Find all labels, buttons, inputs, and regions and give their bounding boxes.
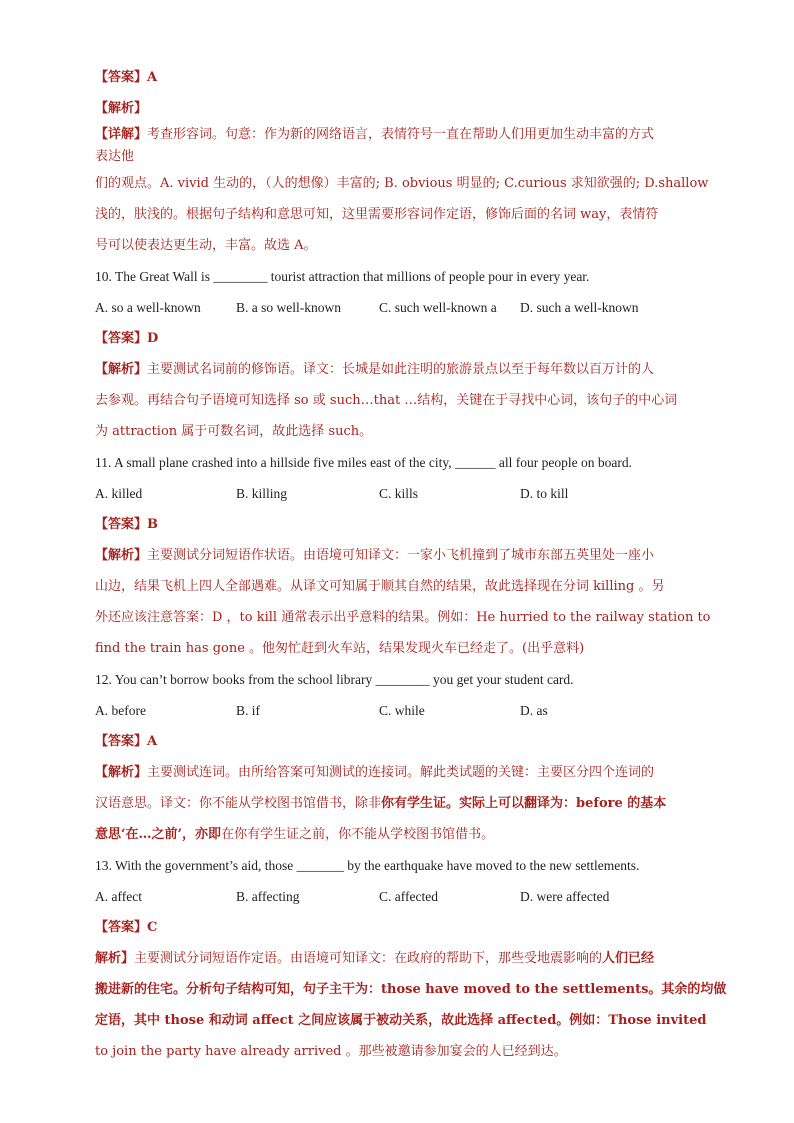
detail-text: 号可以使表达更生动，丰富。故选 A。	[95, 238, 317, 253]
option-a[interactable]: A. so a well-known	[95, 300, 201, 315]
option-a[interactable]: A. killed	[95, 486, 143, 501]
options-row	[95, 292, 705, 323]
analysis-label: 【解析】	[95, 101, 148, 116]
answer-label: 【答案】D	[95, 331, 159, 346]
analysis-text: 在你有学生证之前，你不能从学校图书馆借书。	[221, 827, 495, 842]
analysis-line	[95, 354, 705, 385]
option-c[interactable]: C. while	[379, 703, 425, 718]
analysis-text-bold: 意思‘在…之前’，亦即	[95, 827, 222, 842]
analysis-line	[95, 540, 705, 571]
question-stem: 10. The Great Wall is ________ tourist attraction that millions of people pour in every year.	[95, 269, 590, 284]
analysis-text-bold: 人们已经	[602, 951, 655, 966]
detail-label: 【详解】	[95, 127, 148, 142]
option-a[interactable]: A. before	[95, 703, 146, 718]
analysis-line	[95, 1036, 705, 1067]
options-row	[95, 478, 705, 509]
detail-paragraph	[95, 124, 709, 261]
answer-label: 【答案】C	[95, 920, 158, 935]
analysis-text: 为 attraction 属于可数名词，故此选择 such。	[95, 424, 373, 439]
analysis-text: 去参观。再结合句子语境可知选择 so 或 such…that …结构，关键在于寻找中心词，该句子的中心词	[95, 393, 678, 408]
answer-label: 【答案】B	[95, 517, 158, 532]
analysis-text: 山边，结果飞机上四人全部遇难。从译文可知属于顺其自然的结果，故此选择现在分词 killing 。另	[95, 579, 665, 594]
analysis-label: 【解析】	[95, 548, 148, 563]
analysis-line	[95, 788, 705, 819]
analysis-label: 解析】	[95, 951, 135, 966]
option-b[interactable]: B. killing	[236, 486, 288, 501]
option-a[interactable]: A. affect	[95, 889, 142, 904]
answer-label: 【答案】A	[95, 70, 158, 85]
option-c[interactable]: C. kills	[379, 486, 419, 501]
options-row	[95, 881, 705, 912]
analysis-text: find the train has gone 。他匆忙赶到火车站，结果发现火车已经走了。(出乎意料)	[95, 641, 585, 656]
analysis-text: 外还应该注意答案：D ，to kill 通常表示出乎意料的结果。例如：He hurried to the railway station to	[95, 610, 711, 625]
analysis-label: 【解析】	[95, 765, 148, 780]
analysis-line	[95, 943, 705, 974]
options-row	[95, 695, 705, 726]
analysis-text: 。那些被邀请参加宴会的人已经到达。	[345, 1044, 567, 1059]
detail-text: 浅的，肤浅的。根据句子结构和意思可知，这里需要形容词作定语，修饰后面的名词 way，表情符	[95, 207, 659, 222]
question-stem: 12. You can’t borrow books from the school library ________ you get your student card.	[95, 672, 574, 687]
option-d[interactable]: D. were affected	[520, 889, 610, 904]
detail-text: 考查形容词。句意：作为新的网络语言，表情符号一直在帮助人们用更加生动丰富的方式	[147, 127, 655, 142]
option-c[interactable]: C. affected	[379, 889, 438, 904]
document-page	[95, 62, 727, 1067]
option-b[interactable]: B. a so well-known	[236, 300, 341, 315]
answer-label: 【答案】A	[95, 734, 158, 749]
analysis-text: 主要测试分词短语作定语。由语境可知译文：在政府的帮助下，那些受地震影响的	[134, 951, 603, 966]
analysis-line	[95, 819, 705, 850]
detail-text: 表达他	[95, 149, 135, 164]
analysis-text: 主要测试名词前的修饰语。译文：长城是如此注明的旅游景点以至于每年数以百万计的人	[147, 362, 655, 377]
analysis-text: to join the party have already arrived	[95, 1044, 346, 1059]
analysis-line	[95, 757, 705, 788]
option-c[interactable]: C. such well-known a	[379, 300, 497, 315]
analysis-label: 【解析】	[95, 362, 148, 377]
option-d[interactable]: D. as	[520, 703, 548, 718]
analysis-text: 主要测试分词短语作状语。由语境可知译文：一家小飞机撞到了城市东部五英里处一座小	[147, 548, 655, 563]
option-d[interactable]: D. to kill	[520, 486, 569, 501]
option-b[interactable]: B. if	[236, 703, 261, 718]
option-d[interactable]: D. such a well-known	[520, 300, 639, 315]
analysis-text-bold: 你有学生证。实际上可以翻译为：before 的基本	[381, 796, 667, 811]
analysis-text: 主要测试连词。由所给答案可知测试的连接词。解此类试题的关键：主要区分四个连词的	[147, 765, 655, 780]
option-b[interactable]: B. affecting	[236, 889, 300, 904]
question-stem: 13. With the government’s aid, those _______ by the earthquake have moved to the new settlements.	[95, 858, 640, 873]
analysis-text-bold: 搬进新的住宅。分析句子结构可知，句子主干为：those have moved to the settlements。其余的均做	[95, 982, 727, 997]
question-stem: 11. A small plane crashed into a hillside five miles east of the city, ______ all four people on board.	[95, 455, 632, 470]
detail-text: 们的观点。A. vivid 生动的，（人的想像）丰富的; B. obvious 明显的; C.curious 求知欲强的; D.shallow	[95, 176, 709, 191]
analysis-text-bold: 定语，其中 those 和动词 affect 之间应该属于被动关系，故此选择 affected。例如：Those invited	[95, 1013, 707, 1028]
analysis-text: 汉语意思。译文：你不能从学校图书馆借书，除非	[95, 796, 382, 811]
